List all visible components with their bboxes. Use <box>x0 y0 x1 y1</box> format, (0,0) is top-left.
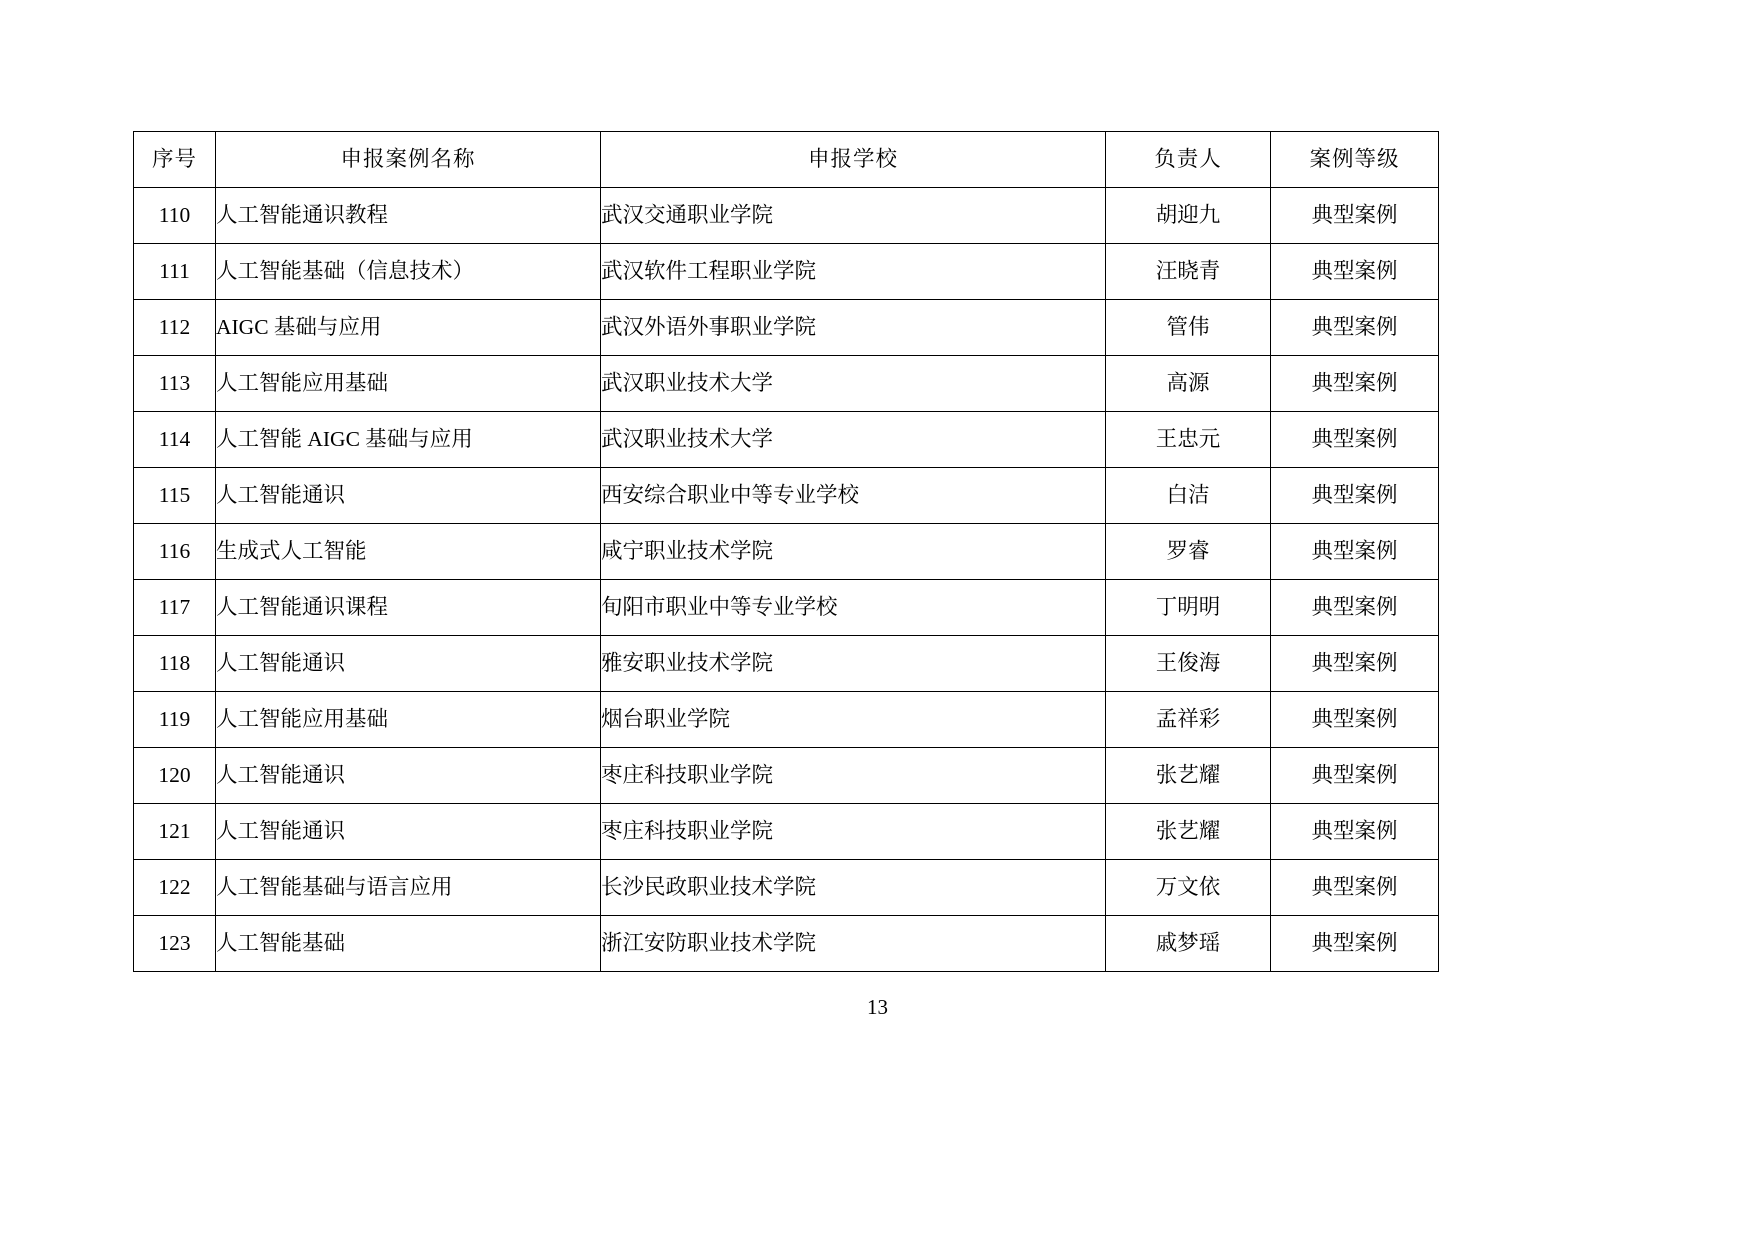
cell-level: 典型案例 <box>1271 244 1439 300</box>
header-cell-school: 申报学校 <box>601 132 1106 188</box>
cell-person: 王忠元 <box>1106 412 1271 468</box>
cell-case-name: 人工智能基础（信息技术） <box>216 244 601 300</box>
table-row <box>134 692 1439 748</box>
cell-school: 长沙民政职业技术学院 <box>601 860 1106 916</box>
cell-person: 丁明明 <box>1106 580 1271 636</box>
header-cell-person: 负责人 <box>1106 132 1271 188</box>
cell-level: 典型案例 <box>1271 468 1439 524</box>
cell-level: 典型案例 <box>1271 860 1439 916</box>
cell-case-name: 人工智能通识 <box>216 636 601 692</box>
cell-seq: 119 <box>134 692 216 748</box>
cell-level: 典型案例 <box>1271 748 1439 804</box>
cell-seq: 111 <box>134 244 216 300</box>
cell-case-name: 人工智能通识 <box>216 468 601 524</box>
cell-person: 张艺耀 <box>1106 748 1271 804</box>
table-row <box>134 860 1439 916</box>
cell-person: 胡迎九 <box>1106 188 1271 244</box>
cell-level: 典型案例 <box>1271 524 1439 580</box>
cell-school: 西安综合职业中等专业学校 <box>601 468 1106 524</box>
cell-seq: 113 <box>134 356 216 412</box>
cell-person: 孟祥彩 <box>1106 692 1271 748</box>
cell-level: 典型案例 <box>1271 580 1439 636</box>
cell-case-name: 人工智能通识 <box>216 804 601 860</box>
cell-seq: 122 <box>134 860 216 916</box>
header-cell-seq: 序号 <box>134 132 216 188</box>
cell-person: 万文依 <box>1106 860 1271 916</box>
cell-case-name: 人工智能基础 <box>216 916 601 972</box>
cell-school: 武汉软件工程职业学院 <box>601 244 1106 300</box>
cell-school: 枣庄科技职业学院 <box>601 804 1106 860</box>
cell-seq: 112 <box>134 300 216 356</box>
cell-case-name: 人工智能应用基础 <box>216 356 601 412</box>
table-row <box>134 580 1439 636</box>
cell-case-name: 生成式人工智能 <box>216 524 601 580</box>
table-header <box>134 132 1439 188</box>
cell-person: 王俊海 <box>1106 636 1271 692</box>
cell-level: 典型案例 <box>1271 412 1439 468</box>
cell-person: 管伟 <box>1106 300 1271 356</box>
table-row <box>134 804 1439 860</box>
cell-seq: 123 <box>134 916 216 972</box>
cell-seq: 118 <box>134 636 216 692</box>
cell-seq: 110 <box>134 188 216 244</box>
cell-school: 枣庄科技职业学院 <box>601 748 1106 804</box>
cell-seq: 117 <box>134 580 216 636</box>
cell-person: 高源 <box>1106 356 1271 412</box>
cell-school: 武汉交通职业学院 <box>601 188 1106 244</box>
cell-level: 典型案例 <box>1271 692 1439 748</box>
table-header-row <box>134 132 1439 188</box>
table-row <box>134 300 1439 356</box>
table-row <box>134 412 1439 468</box>
table-row <box>134 468 1439 524</box>
cell-level: 典型案例 <box>1271 804 1439 860</box>
cell-school: 武汉职业技术大学 <box>601 412 1106 468</box>
cell-person: 张艺耀 <box>1106 804 1271 860</box>
cell-case-name: 人工智能基础与语言应用 <box>216 860 601 916</box>
cell-seq: 115 <box>134 468 216 524</box>
case-table-container <box>133 131 1438 972</box>
cell-level: 典型案例 <box>1271 356 1439 412</box>
cell-person: 白洁 <box>1106 468 1271 524</box>
cell-seq: 120 <box>134 748 216 804</box>
header-cell-level: 案例等级 <box>1271 132 1439 188</box>
cell-level: 典型案例 <box>1271 916 1439 972</box>
cell-level: 典型案例 <box>1271 188 1439 244</box>
cell-school: 咸宁职业技术学院 <box>601 524 1106 580</box>
cell-case-name: 人工智能通识 <box>216 748 601 804</box>
header-cell-name: 申报案例名称 <box>216 132 601 188</box>
cell-seq: 116 <box>134 524 216 580</box>
table-row <box>134 524 1439 580</box>
cell-person: 汪晓青 <box>1106 244 1271 300</box>
cell-person: 罗睿 <box>1106 524 1271 580</box>
cell-school: 浙江安防职业技术学院 <box>601 916 1106 972</box>
table-row <box>134 244 1439 300</box>
page-number: 13 <box>867 995 888 1019</box>
cell-level: 典型案例 <box>1271 300 1439 356</box>
table-row <box>134 636 1439 692</box>
table-row <box>134 916 1439 972</box>
cell-school: 雅安职业技术学院 <box>601 636 1106 692</box>
table-body <box>134 188 1439 972</box>
cell-school: 旬阳市职业中等专业学校 <box>601 580 1106 636</box>
cell-level: 典型案例 <box>1271 636 1439 692</box>
cell-seq: 114 <box>134 412 216 468</box>
cell-school: 武汉职业技术大学 <box>601 356 1106 412</box>
cell-case-name: 人工智能通识课程 <box>216 580 601 636</box>
cell-seq: 121 <box>134 804 216 860</box>
table-row <box>134 188 1439 244</box>
cell-school: 烟台职业学院 <box>601 692 1106 748</box>
cell-case-name: 人工智能通识教程 <box>216 188 601 244</box>
table-row <box>134 748 1439 804</box>
case-table <box>133 131 1439 972</box>
cell-case-name: 人工智能 AIGC 基础与应用 <box>216 412 601 468</box>
table-row <box>134 356 1439 412</box>
cell-person: 戚梦瑶 <box>1106 916 1271 972</box>
cell-school: 武汉外语外事职业学院 <box>601 300 1106 356</box>
cell-case-name: AIGC 基础与应用 <box>216 300 601 356</box>
cell-case-name: 人工智能应用基础 <box>216 692 601 748</box>
